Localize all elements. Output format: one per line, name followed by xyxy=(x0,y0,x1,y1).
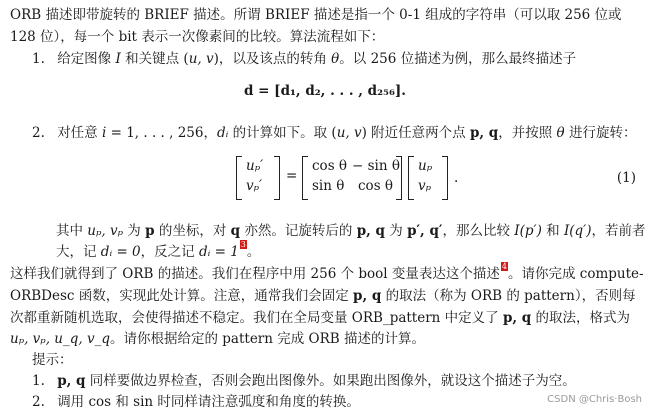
para2-l3-b: 的取法，格式为 xyxy=(531,310,631,326)
tip-1 xyxy=(32,369,576,389)
intro-line-2: 128 位），每一个 bit 表示一次像素间的比较。算法流程如下： xyxy=(10,29,385,45)
di-zero: dᵢ = 0 xyxy=(100,244,141,260)
expl-text-h: ，若前者 xyxy=(591,223,646,239)
matrix-sin: sin θ xyxy=(312,178,345,194)
descriptor-equation xyxy=(0,83,650,99)
equation-number: (1) xyxy=(616,170,636,186)
para2-l3-a: 次都重新随机选取，会使得描述不稳定。我们在全局变量 ORB_pattern 中定义了 xyxy=(10,310,503,326)
expl2-text-c: 。 xyxy=(246,244,261,260)
vector-left-v: vₚ′ xyxy=(246,178,263,194)
di-one: dᵢ = 1 xyxy=(198,244,239,260)
vector-right-u: uₚ xyxy=(418,158,433,174)
equals-sign: = xyxy=(286,168,298,184)
step-1-text-b: 和关键点 ( xyxy=(120,51,189,67)
para2-line-3 xyxy=(10,306,630,326)
expl-text-c: 的坐标，对 xyxy=(154,223,231,239)
matrix-cos-2: cos θ xyxy=(358,178,394,194)
i-symbol: i xyxy=(101,125,107,141)
uv-symbol-2: u, v xyxy=(336,125,362,141)
expl2-text-a: 大，记 xyxy=(56,244,101,260)
expl-text-f: ，那么比较 xyxy=(442,223,515,239)
step-1 xyxy=(32,47,576,67)
pq-symbol: p, q xyxy=(469,125,499,141)
para2-line-1 xyxy=(10,262,644,282)
vector-left-u: uₚ′ xyxy=(246,158,264,174)
descriptor-equation-text: d = [d₁, d₂, . . . , d₂₅₆]. xyxy=(244,83,406,99)
footnote-marker-4[interactable]: 4 xyxy=(501,262,507,271)
para2-l4-b: 。请你根据给定的 pattern 完成 ORB 描述的计算。 xyxy=(109,331,425,347)
step-2-explanation-2 xyxy=(56,240,260,260)
expl-text-g: 和 xyxy=(541,223,564,239)
para2-l2-b: 的取法（称为 ORB 的 pattern），否则每 xyxy=(381,288,636,304)
expl2-text-b: ，反之记 xyxy=(140,244,199,260)
pq-symbol-3: p, q xyxy=(353,288,382,304)
step-2-text-b: = 1, . . . , 256， xyxy=(106,125,217,141)
tip-2-number: 2. xyxy=(32,394,45,410)
tip-2-text: 调用 cos 和 sin 时同样请注意弧度和角度的转换。 xyxy=(57,394,360,410)
step-2-text-a: 对任意 xyxy=(57,125,102,141)
tip-2 xyxy=(32,390,360,410)
para2-line-4 xyxy=(10,327,425,347)
expl-text-a: 其中 xyxy=(56,223,88,239)
para2-l1-b: 。请你完成 compute- xyxy=(507,266,644,282)
step-1-text-d: 。以 256 位描述为例，那么最终描述子 xyxy=(339,51,577,67)
pq-prime-symbol: p′, q′ xyxy=(407,223,443,239)
step-2-text-c: 的计算如下。取 ( xyxy=(228,125,337,141)
step-2 xyxy=(32,121,636,141)
tips-title: 提示： xyxy=(32,352,73,368)
intro-line-1: ORB 描述即带旋转的 BRIEF 描述。所谓 BRIEF 描述是指一个 0-1 组成的字符串（可以取 256 位或 xyxy=(10,7,622,23)
step-1-text-a: 给定图像 xyxy=(57,51,116,67)
ip-symbol: I(p′) xyxy=(514,223,542,239)
equation-period: . xyxy=(454,170,459,186)
image-symbol: I xyxy=(115,51,121,67)
para2-l2-a: ORBDesc 函数，实现此处计算。注意，通常我们会固定 xyxy=(10,288,354,304)
step-2-text-d: ) 附近任意两个点 xyxy=(361,125,470,141)
step-2-text-f: 进行旋转： xyxy=(564,125,637,141)
para2-line-2 xyxy=(10,284,636,304)
expl-text-d: 亦然。记旋转后的 xyxy=(240,223,357,239)
expl-text-b: 为 xyxy=(123,223,146,239)
tip-1-pq: p, q xyxy=(57,373,86,389)
footnote-marker-3[interactable]: 3 xyxy=(240,240,246,249)
upvp-symbol: uₚ, vₚ xyxy=(87,223,123,239)
step-2-number: 2. xyxy=(32,125,45,141)
pattern-format: uₚ, vₚ, u_q, v_q xyxy=(10,331,110,347)
matrix-neg-sin: − sin θ xyxy=(352,158,400,174)
vector-left xyxy=(236,156,280,200)
watermark: CSDN @Chris·Bosh xyxy=(547,394,642,405)
step-1-text-c: )，以及该点的转角 xyxy=(213,51,332,67)
step-2-explanation-1 xyxy=(56,219,646,239)
p-symbol: p xyxy=(145,223,155,239)
iq-symbol: I(q′) xyxy=(563,223,592,239)
theta-symbol: θ xyxy=(331,51,340,67)
tip-1-text: 同样要做边界检查，否则会跑出图像外。如果跑出图像外，就设这个描述子为空。 xyxy=(85,373,576,389)
expl-text-e: 为 xyxy=(384,223,408,239)
rotation-matrix xyxy=(302,156,402,200)
di-symbol: dᵢ xyxy=(216,125,229,141)
para2-l1-a: 这样我们就得到了 ORB 的描述。我们在程序中用 256 个 bool 变量表达这个描述 xyxy=(10,266,500,282)
pq-symbol-2: p, q xyxy=(356,223,385,239)
theta-symbol-2: θ xyxy=(556,125,565,141)
step-2-text-e: ，并按照 xyxy=(498,125,557,141)
matrix-cos-1: cos θ xyxy=(312,158,348,174)
q-symbol: q xyxy=(230,223,241,239)
step-1-number: 1. xyxy=(32,51,45,67)
tip-1-number: 1. xyxy=(32,373,45,389)
vector-right-v: vₚ xyxy=(418,178,432,194)
uv-symbol: u, v xyxy=(188,51,214,67)
vector-right xyxy=(408,156,448,200)
pq-symbol-4: p, q xyxy=(502,310,532,326)
